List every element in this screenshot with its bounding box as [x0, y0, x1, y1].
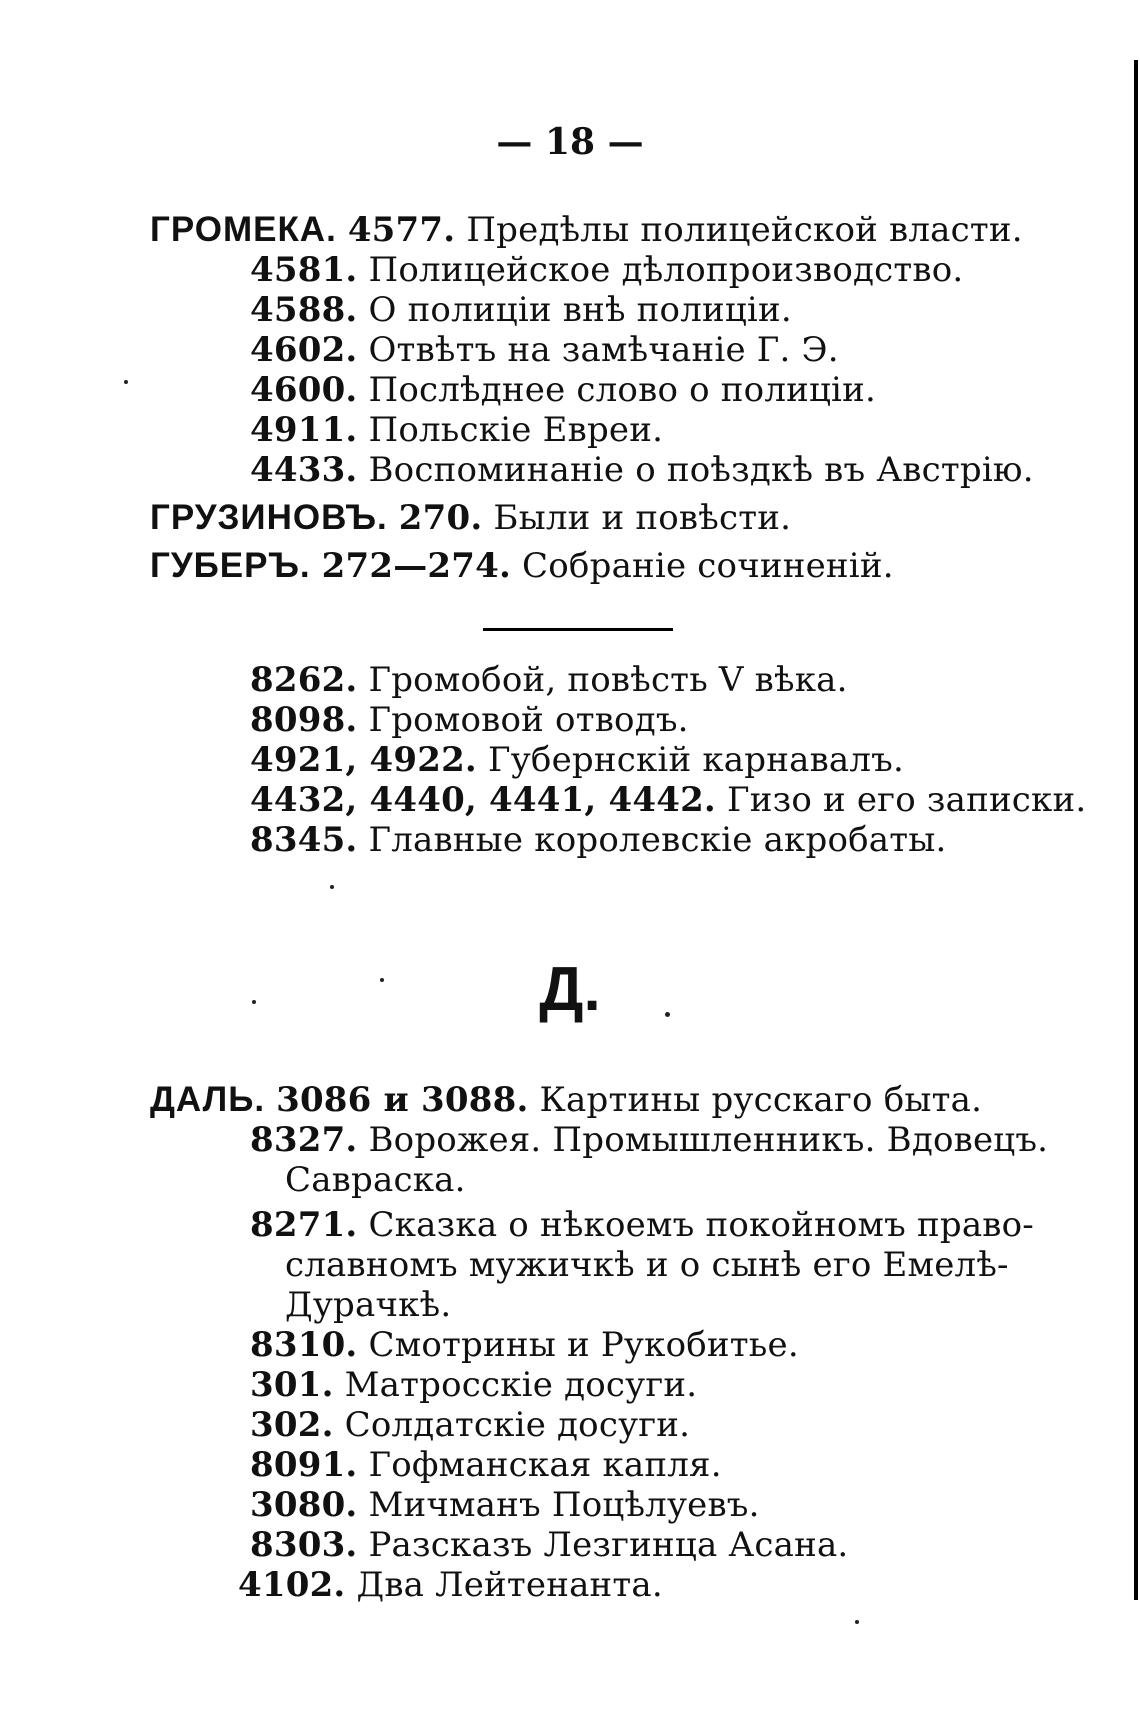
entry-line — [150, 498, 791, 538]
entry-title: славномъ мужичкѣ и о сынѣ его Емелѣ- — [285, 1245, 1009, 1285]
entry-line — [250, 780, 1086, 820]
print-speck — [252, 1000, 256, 1004]
entry-number: 8271. — [250, 1205, 358, 1245]
entry-continuation — [285, 1245, 1009, 1285]
entry-title: Савраска. — [285, 1160, 466, 1200]
entry-line — [150, 1080, 982, 1120]
entry-line — [250, 820, 947, 860]
entry-title: Полицейское дѣлопроизводство. — [368, 250, 964, 290]
entry-number: 4102. — [238, 1565, 346, 1605]
entry-line — [250, 330, 839, 370]
entry-title: О полиціи внѣ полиціи. — [368, 290, 792, 330]
entry-title: Собраніе сочиненій. — [522, 546, 894, 586]
page-edge-line — [1134, 60, 1138, 1600]
entry-line — [250, 660, 848, 700]
entry-title: Воспоминаніе о поѣздкѣ въ Австрію. — [368, 450, 1034, 490]
entry-line — [150, 546, 894, 586]
entry-title: Были и повѣсти. — [493, 498, 792, 538]
page-number: — 18 — — [496, 121, 644, 163]
entry-title: Главные королевскіе акробаты. — [368, 820, 947, 860]
entry-number: 272—274. — [321, 546, 512, 586]
entry-line — [250, 1365, 697, 1405]
entry-title: Послѣднее слово о полиціи. — [368, 370, 876, 410]
entry-title: Предѣлы полицейской власти. — [466, 210, 1023, 250]
print-speck — [124, 380, 128, 384]
section-divider — [483, 628, 673, 631]
entry-line — [238, 1565, 663, 1605]
section-letter: Д. — [539, 955, 601, 1024]
print-speck — [380, 978, 384, 982]
entry-number: 4581. — [250, 250, 358, 290]
entry-continuation — [285, 1160, 466, 1200]
entry-title: Сказка о нѣкоемъ покойномъ право- — [368, 1205, 1034, 1245]
entry-line — [250, 700, 689, 740]
entry-line — [250, 370, 876, 410]
entry-line — [150, 210, 1023, 250]
entry-number: 8345. — [250, 820, 358, 860]
entry-title: Картины русскаго быта. — [539, 1080, 983, 1120]
entry-line — [250, 740, 904, 780]
entry-line — [250, 1485, 760, 1525]
entry-title: Матросскіе досуги. — [344, 1365, 698, 1405]
entry-number: 8310. — [250, 1325, 358, 1365]
entry-author: ГРОМЕКА. — [150, 210, 337, 249]
entry-number: 301. — [250, 1365, 334, 1405]
entry-title: Отвѣтъ на замѣчаніе Г. Э. — [368, 330, 839, 370]
entry-number: 8262. — [250, 660, 358, 700]
entry-title: Разсказъ Лезгинца Асана. — [368, 1525, 849, 1565]
entry-title: Польскіе Евреи. — [368, 410, 664, 450]
entry-number: 8098. — [250, 700, 358, 740]
entry-number: 4432, 4440, 4441, 4442. — [250, 780, 716, 820]
entry-number: 8303. — [250, 1525, 358, 1565]
print-speck — [665, 1012, 670, 1017]
print-speck — [855, 1620, 859, 1624]
entry-number: 302. — [250, 1405, 334, 1445]
entry-number: 8091. — [250, 1445, 358, 1485]
entry-title: Смотрины и Рукобитье. — [368, 1325, 799, 1365]
entry-line — [250, 1205, 1034, 1245]
entry-line — [250, 290, 792, 330]
entry-number: 8327. — [250, 1120, 358, 1160]
entry-title: Дурачкѣ. — [285, 1285, 452, 1325]
print-speck — [330, 885, 334, 889]
entry-number: 3080. — [250, 1485, 358, 1525]
entry-number: 4600. — [250, 370, 358, 410]
entry-line — [250, 1525, 848, 1565]
entry-line — [250, 1445, 722, 1485]
entry-number: 4921, 4922. — [250, 740, 477, 780]
entry-number: 4911. — [250, 410, 358, 450]
entry-title: Два Лейтенанта. — [356, 1565, 663, 1605]
entry-line — [250, 1120, 1048, 1160]
entry-title: Ворожея. Промышленникъ. Вдовецъ. — [368, 1120, 1049, 1160]
entry-author: ГРУЗИНОВЪ. — [150, 498, 388, 537]
entry-number: 4577. — [347, 210, 456, 250]
entry-line — [250, 1325, 799, 1365]
entry-number: 4433. — [250, 450, 358, 490]
entry-author: ГУБЕРЪ. — [150, 546, 311, 585]
entry-line — [250, 250, 963, 290]
entry-title: Гизо и его записки. — [727, 780, 1087, 820]
entry-number: 4588. — [250, 290, 358, 330]
entry-number: 270. — [398, 498, 483, 538]
entry-title: Мичманъ Поцѣлуевъ. — [368, 1485, 760, 1525]
entry-line — [250, 410, 663, 450]
entry-number: 3086 и 3088. — [276, 1080, 529, 1120]
entry-title: Губернскій карнавалъ. — [487, 740, 905, 780]
entry-author: ДАЛЬ. — [150, 1080, 266, 1119]
entry-continuation — [285, 1285, 451, 1325]
entry-title: Громобой, повѣсть V вѣка. — [368, 660, 848, 700]
entry-number: 4602. — [250, 330, 358, 370]
entry-title: Громовой отводъ. — [368, 700, 689, 740]
entry-line — [250, 1405, 690, 1445]
entry-title: Солдатскіе досуги. — [344, 1405, 691, 1445]
entry-line — [250, 450, 1034, 490]
entry-title: Гофманская капля. — [368, 1445, 722, 1485]
